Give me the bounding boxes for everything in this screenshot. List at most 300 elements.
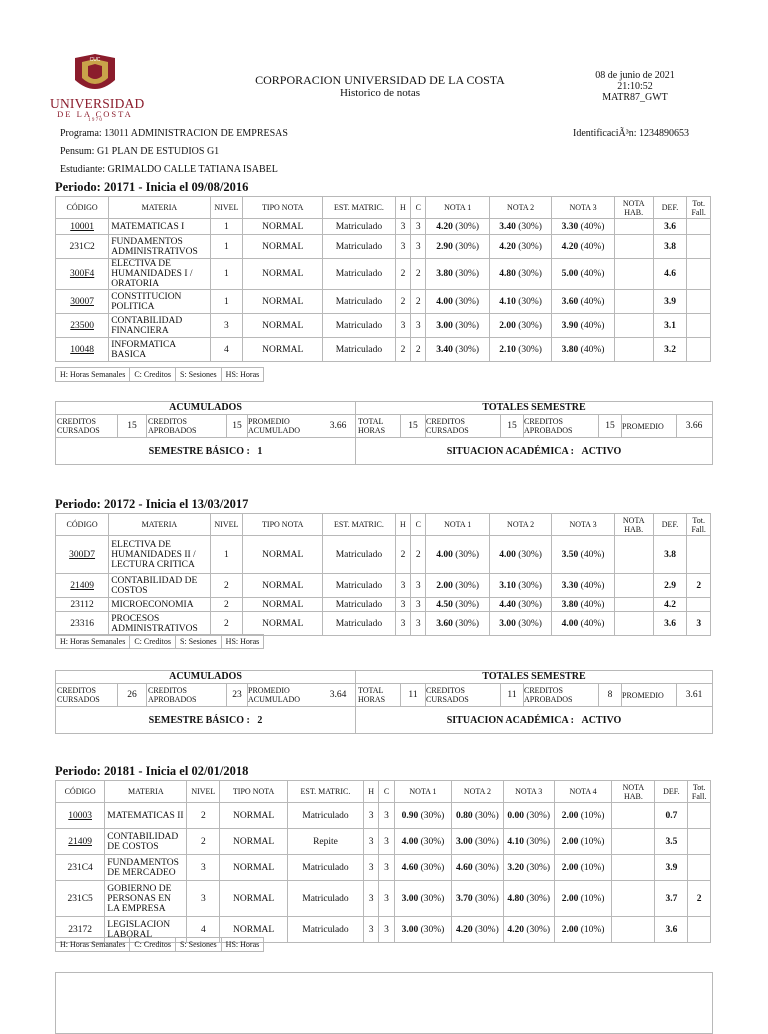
nota2-weight: (30%) (518, 599, 542, 610)
grade-type: NORMAL (220, 881, 288, 917)
hours-value: 3 (395, 612, 410, 636)
nota3 (503, 855, 554, 881)
col-est-matric: EST. MATRIC. (323, 197, 396, 219)
nota1-value: 4.00 (436, 296, 453, 307)
sem-creditos-aprobados-label: CREDITOS APROBADOS (524, 417, 573, 435)
nota3-value: 4.10 (507, 836, 524, 847)
nota-hab-value (614, 290, 653, 314)
subject-code: 231C2 (56, 235, 109, 259)
nota1-weight: (30%) (420, 924, 445, 935)
subject-name: MICROECONOMIA (109, 598, 210, 612)
nota3-weight: (40%) (580, 269, 605, 279)
col-c: C (411, 514, 426, 536)
nota1-value: 3.40 (436, 344, 453, 355)
nota3 (503, 881, 554, 917)
credits-value: 2 (411, 338, 426, 362)
col-c: C (411, 197, 426, 219)
nota2-weight: (30%) (475, 924, 499, 935)
report-header (230, 74, 530, 100)
nota2 (489, 259, 551, 290)
nota2 (489, 598, 551, 612)
credits-value: 3 (379, 829, 394, 855)
nota3-value: 3.30 (561, 580, 579, 591)
col-nota1: NOTA 1 (394, 781, 451, 803)
nota3-value: 3.80 (561, 344, 579, 355)
total-faults (687, 338, 711, 362)
nota3-weight: (40%) (580, 320, 605, 331)
nota2-weight: (30%) (475, 862, 499, 873)
nota3-weight: (40%) (580, 241, 605, 252)
enrollment-status: Matriculado (287, 917, 363, 943)
nota-hab-value (614, 536, 653, 574)
semestre-basico-label: SEMESTRE BÁSICO : (148, 714, 250, 726)
creditos-cursados-value: 26 (117, 684, 147, 706)
subject-name: MATEMATICAS I (109, 219, 210, 235)
nota1-weight: (30%) (420, 810, 445, 821)
nota2-weight: (30%) (518, 549, 542, 560)
nota2-value: 3.00 (456, 836, 473, 847)
final-grade: 3.7 (655, 881, 688, 917)
nota2-weight: (30%) (518, 320, 542, 331)
semestre-basico-value: 2 (257, 714, 263, 726)
hours-value: 3 (363, 881, 378, 917)
nota2-value: 2.10 (499, 344, 516, 355)
nota1 (426, 338, 489, 362)
nota3-value: 4.00 (561, 618, 579, 629)
total-faults (687, 598, 711, 612)
nota-hab-value (612, 881, 655, 917)
table-header-row (56, 197, 711, 219)
identificacion-label: IdentificaciÃ³n: 1234890653 (573, 128, 690, 139)
acumulados-title: ACUMULADOS (56, 671, 355, 684)
table-row (56, 881, 711, 917)
totales-row (356, 415, 712, 438)
subject-level: 2 (187, 829, 220, 855)
subject-code: 23172 (56, 917, 105, 943)
creditos-aprobados-value: 23 (226, 684, 248, 706)
enrollment-status: Matriculado (323, 235, 396, 259)
col-codigo: CÓDIGO (56, 781, 105, 803)
semestre-basico-value: 1 (257, 445, 263, 457)
nota1 (394, 917, 451, 943)
nota3-weight: (40%) (580, 618, 605, 629)
col-nota3: NOTA 3 (552, 514, 614, 536)
col-h: H (395, 514, 410, 536)
creditos-cursados-label: CREDITOS CURSADOS (57, 686, 100, 704)
nota1-weight: (30%) (420, 862, 445, 873)
nota3 (503, 803, 554, 829)
nota1-weight: (30%) (455, 344, 480, 355)
subject-name: FUNDAMENTOS DE MERCADEO (105, 855, 187, 881)
grade-type: NORMAL (220, 803, 288, 829)
enrollment-status: Matriculado (323, 574, 396, 598)
legend-c: C: Creditos (130, 938, 176, 952)
nota2 (452, 881, 503, 917)
total-faults (688, 855, 711, 881)
estudiante-label: Estudiante: GRIMALDO CALLE TATIANA ISABEL (60, 164, 278, 175)
legend (55, 937, 264, 952)
nota2-weight: (30%) (475, 810, 499, 821)
total-faults: 2 (688, 881, 711, 917)
nota1 (394, 829, 451, 855)
col-tipo-nota: TIPO NOTA (243, 514, 323, 536)
subject-level: 1 (210, 219, 243, 235)
total-horas-value: 11 (400, 684, 426, 706)
enrollment-status: Matriculado (323, 290, 396, 314)
creditos-cursados-value: 15 (117, 415, 147, 437)
nota1-value: 0.90 (401, 810, 419, 821)
nota4-weight: (10%) (580, 862, 605, 873)
promedio-label: PROMEDIO (622, 690, 664, 700)
enrollment-status: Repite (287, 829, 363, 855)
acumulados-row (56, 684, 355, 707)
nota3 (552, 612, 614, 636)
col-codigo: CÓDIGO (56, 514, 109, 536)
acumulados-title: ACUMULADOS (56, 402, 355, 415)
nota1-weight: (30%) (420, 893, 445, 904)
total-horas-label: TOTAL HORAS (358, 686, 386, 704)
subject-code[interactable]: 30007 (56, 290, 109, 314)
logo-text-costa: DE LA COSTA (57, 109, 133, 119)
nota2-value: 4.10 (499, 296, 516, 307)
col-nota2: NOTA 2 (452, 781, 503, 803)
enrollment-status: Matriculado (287, 855, 363, 881)
subject-code[interactable]: 23500 (56, 314, 109, 338)
sem-creditos-cursados-label: CREDITOS CURSADOS (426, 417, 469, 435)
nota1 (394, 803, 451, 829)
report-code: MATR87_GWT (602, 92, 668, 103)
col-nota3: NOTA 3 (503, 781, 554, 803)
col-nota3: NOTA 3 (552, 197, 614, 219)
nota3 (552, 574, 614, 598)
university-logo (50, 52, 145, 124)
subject-code: 23112 (56, 598, 109, 612)
nota2-value: 4.80 (499, 269, 516, 279)
grade-type: NORMAL (243, 219, 323, 235)
enrollment-status: Matriculado (323, 338, 396, 362)
period-title: Periodo: 20172 - Inicia el 13/03/2017 (55, 497, 249, 511)
col-nivel: NIVEL (187, 781, 220, 803)
subject-level: 3 (187, 855, 220, 881)
col-nota2: NOTA 2 (489, 197, 551, 219)
report-time: 21:10:52 (617, 81, 653, 92)
col-materia: MATERIA (109, 197, 210, 219)
nota2 (489, 290, 551, 314)
period-title: Periodo: 20171 - Inicia el 09/08/2016 (55, 180, 249, 194)
nota3 (552, 219, 614, 235)
credits-value: 3 (411, 314, 426, 338)
nota1-value: 3.00 (436, 320, 453, 331)
nota3-value: 4.80 (507, 893, 524, 904)
grade-type: NORMAL (243, 235, 323, 259)
table-row (56, 235, 711, 259)
col-nota1: NOTA 1 (426, 197, 489, 219)
legend (55, 634, 264, 649)
col-est-matric: EST. MATRIC. (287, 781, 363, 803)
subject-code[interactable]: 10001 (56, 219, 109, 235)
grade-type: NORMAL (220, 917, 288, 943)
credits-value: 3 (379, 917, 394, 943)
nota3-weight: (40%) (580, 296, 605, 307)
nota2-value: 3.40 (499, 221, 516, 232)
nota2-value: 3.70 (456, 893, 473, 904)
subject-name: GOBIERNO DE PERSONAS EN LA EMPRESA (105, 881, 187, 917)
hours-value: 3 (363, 855, 378, 881)
nota3-value: 3.50 (561, 549, 579, 560)
nota-hab-value (614, 219, 653, 235)
table-header-row (56, 514, 711, 536)
col-def: DEF. (653, 197, 687, 219)
final-grade: 3.8 (653, 536, 687, 574)
nota2 (489, 612, 551, 636)
nota-hab-value (612, 803, 655, 829)
nota4 (554, 829, 611, 855)
nota2-weight: (30%) (518, 241, 542, 252)
subject-code[interactable]: 10003 (56, 803, 105, 829)
nota3 (552, 338, 614, 362)
nota2 (452, 917, 503, 943)
col-c: C (379, 781, 394, 803)
total-faults (687, 314, 711, 338)
promedio-value: 3.61 (676, 684, 711, 706)
nota4-value: 2.00 (561, 810, 579, 821)
table-row (56, 803, 711, 829)
nota3-weight: (30%) (526, 862, 551, 873)
nota1-value: 4.60 (401, 862, 419, 873)
total-faults: 2 (687, 574, 711, 598)
totales-title: TOTALES SEMESTRE (356, 671, 712, 684)
nota3-weight: (40%) (580, 599, 605, 610)
situacion-value: ACTIVO (581, 445, 622, 457)
nota4-value: 2.00 (561, 862, 579, 873)
subject-code[interactable]: 300D7 (56, 536, 109, 574)
final-grade: 4.6 (653, 259, 687, 290)
situacion-label: SITUACION ACADÉMICA : (446, 445, 574, 457)
nota1 (426, 235, 489, 259)
final-grade: 3.6 (653, 612, 687, 636)
table-row (56, 574, 711, 598)
sem-creditos-cursados-value: 11 (500, 684, 524, 706)
subject-level: 4 (187, 917, 220, 943)
grade-type: NORMAL (243, 259, 323, 290)
col-tot-fall: Tot. Fall. (687, 197, 711, 219)
final-grade: 3.5 (655, 829, 688, 855)
legend-c: C: Creditos (130, 368, 176, 382)
nota1-value: 3.00 (401, 924, 419, 935)
subject-name: CONTABILIDAD DE COSTOS (109, 574, 210, 598)
hours-value: 2 (395, 536, 410, 574)
col-materia: MATERIA (105, 781, 187, 803)
nota1-weight: (30%) (455, 269, 480, 279)
nota4 (554, 855, 611, 881)
hours-value: 3 (363, 803, 378, 829)
nota3 (503, 829, 554, 855)
subject-level: 1 (210, 259, 243, 290)
col-codigo: CÓDIGO (56, 197, 109, 219)
subject-level: 2 (187, 803, 220, 829)
nota1 (394, 855, 451, 881)
svg-text:CUC: CUC (89, 57, 101, 63)
nota3 (552, 235, 614, 259)
table-row (56, 290, 711, 314)
hours-value: 3 (395, 314, 410, 338)
enrollment-status: Matriculado (323, 536, 396, 574)
nota3-value: 5.00 (561, 269, 579, 279)
subject-level: 3 (187, 881, 220, 917)
total-faults (687, 536, 711, 574)
subject-code[interactable]: 300F4 (56, 259, 109, 290)
total-horas-label: TOTAL HORAS (358, 417, 386, 435)
nota1 (394, 881, 451, 917)
subject-name: INFORMATICA BASICA (109, 338, 210, 362)
subject-code[interactable]: 10048 (56, 338, 109, 362)
table-row (56, 598, 711, 612)
grade-type: NORMAL (220, 855, 288, 881)
enrollment-status: Matriculado (323, 219, 396, 235)
total-horas-value: 15 (400, 415, 426, 437)
grade-type: NORMAL (243, 598, 323, 612)
nota1-value: 2.90 (436, 241, 453, 252)
legend-h: H: Horas Semanales (56, 938, 130, 952)
legend-s: S: Sesiones (176, 368, 222, 382)
final-grade: 2.9 (653, 574, 687, 598)
final-grade: 3.8 (653, 235, 687, 259)
subject-code[interactable]: 21409 (56, 829, 105, 855)
credits-value: 2 (411, 259, 426, 290)
nota1-weight: (30%) (455, 580, 480, 591)
nota2-weight: (30%) (518, 618, 542, 629)
col-nota-hab: NOTA HAB. (614, 514, 653, 536)
enrollment-status: Matriculado (323, 259, 396, 290)
col-nota-hab: NOTA HAB. (614, 197, 653, 219)
col-est-matric: EST. MATRIC. (323, 514, 396, 536)
credits-value: 2 (411, 536, 426, 574)
nota4-value: 2.00 (561, 893, 579, 904)
logo-text-universidad: UNIVERSIDAD (50, 96, 145, 111)
enrollment-status: Matriculado (287, 803, 363, 829)
hours-value: 2 (395, 338, 410, 362)
nota3 (552, 259, 614, 290)
col-nota-hab: NOTA HAB. (612, 781, 655, 803)
creditos-aprobados-label: CREDITOS APROBADOS (148, 686, 197, 704)
nota3 (552, 598, 614, 612)
nota2-weight: (30%) (518, 580, 542, 591)
final-grade: 3.6 (653, 219, 687, 235)
col-h: H (395, 197, 410, 219)
legend (55, 367, 264, 382)
final-grade: 4.2 (653, 598, 687, 612)
subject-name: CONTABILIDAD DE COSTOS (105, 829, 187, 855)
legend-c: C: Creditos (130, 635, 176, 649)
subject-level: 1 (210, 536, 243, 574)
totales-panel (356, 402, 712, 464)
nota2 (489, 235, 551, 259)
nota2 (489, 219, 551, 235)
nota3-value: 0.00 (507, 810, 524, 821)
nota1-value: 3.00 (401, 893, 419, 904)
nota1-weight: (30%) (420, 836, 445, 847)
subject-name: MATEMATICAS II (105, 803, 187, 829)
promedio-value: 3.66 (676, 415, 711, 437)
sem-creditos-aprobados-value: 15 (598, 415, 622, 437)
nota4-value: 2.00 (561, 836, 579, 847)
final-grade: 3.6 (655, 917, 688, 943)
subject-code: 231C4 (56, 855, 105, 881)
total-faults: 3 (687, 612, 711, 636)
nota2-value: 4.40 (499, 599, 516, 610)
creditos-aprobados-value: 15 (226, 415, 248, 437)
grades-table (55, 513, 711, 636)
nota2-value: 2.00 (499, 320, 516, 331)
total-faults (687, 219, 711, 235)
nota4-weight: (10%) (580, 810, 605, 821)
final-grade: 3.9 (655, 855, 688, 881)
nota2-value: 4.60 (456, 862, 473, 873)
nota1-value: 4.50 (436, 599, 453, 610)
nota-hab-value (614, 598, 653, 612)
legend-h: H: Horas Semanales (56, 368, 130, 382)
col-tot-fall: Tot. Fall. (688, 781, 711, 803)
hours-value: 3 (395, 235, 410, 259)
hours-value: 3 (395, 598, 410, 612)
nota2-weight: (30%) (475, 893, 499, 904)
nota1-value: 2.00 (436, 580, 453, 591)
promedio-label: PROMEDIO (622, 421, 664, 431)
sem-creditos-aprobados-value: 8 (598, 684, 622, 706)
nota3-value: 3.60 (561, 296, 579, 307)
grade-type: NORMAL (243, 290, 323, 314)
credits-value: 3 (379, 803, 394, 829)
legend-s: S: Sesiones (176, 635, 222, 649)
nota1 (426, 314, 489, 338)
subject-name: PROCESOS ADMINISTRATIVOS (109, 612, 210, 636)
nota1-weight: (30%) (455, 221, 480, 232)
nota1 (426, 219, 489, 235)
col-def: DEF. (653, 514, 687, 536)
subject-code[interactable]: 21409 (56, 574, 109, 598)
semestre-basico-label: SEMESTRE BÁSICO : (148, 445, 250, 457)
nota-hab-value (614, 338, 653, 362)
nota3-value: 3.20 (507, 862, 524, 873)
hours-value: 3 (395, 574, 410, 598)
col-tipo-nota: TIPO NOTA (243, 197, 323, 219)
credits-value: 3 (379, 855, 394, 881)
subject-level: 2 (210, 574, 243, 598)
subject-name: CONSTITUCION POLITICA (109, 290, 210, 314)
final-grade: 3.9 (653, 290, 687, 314)
hours-value: 3 (363, 917, 378, 943)
col-nota2: NOTA 2 (489, 514, 551, 536)
hours-value: 3 (395, 219, 410, 235)
hours-value: 3 (363, 829, 378, 855)
col-tot-fall: Tot. Fall. (687, 514, 711, 536)
sem-creditos-cursados-label: CREDITOS CURSADOS (426, 686, 469, 704)
subject-level: 2 (210, 598, 243, 612)
subject-name: LEGISLACION LABORAL (105, 917, 187, 943)
legend-h: H: Horas Semanales (56, 635, 130, 649)
col-nivel: NIVEL (210, 514, 243, 536)
grade-type: NORMAL (243, 314, 323, 338)
enrollment-status: Matriculado (323, 612, 396, 636)
shield-icon (50, 52, 140, 102)
nota3-weight: (30%) (526, 810, 551, 821)
table-row (56, 338, 711, 362)
nota-hab-value (614, 314, 653, 338)
report-meta (560, 70, 710, 103)
situacion-label: SITUACION ACADÉMICA : (446, 714, 574, 726)
col-def: DEF. (655, 781, 688, 803)
table-row (56, 219, 711, 235)
